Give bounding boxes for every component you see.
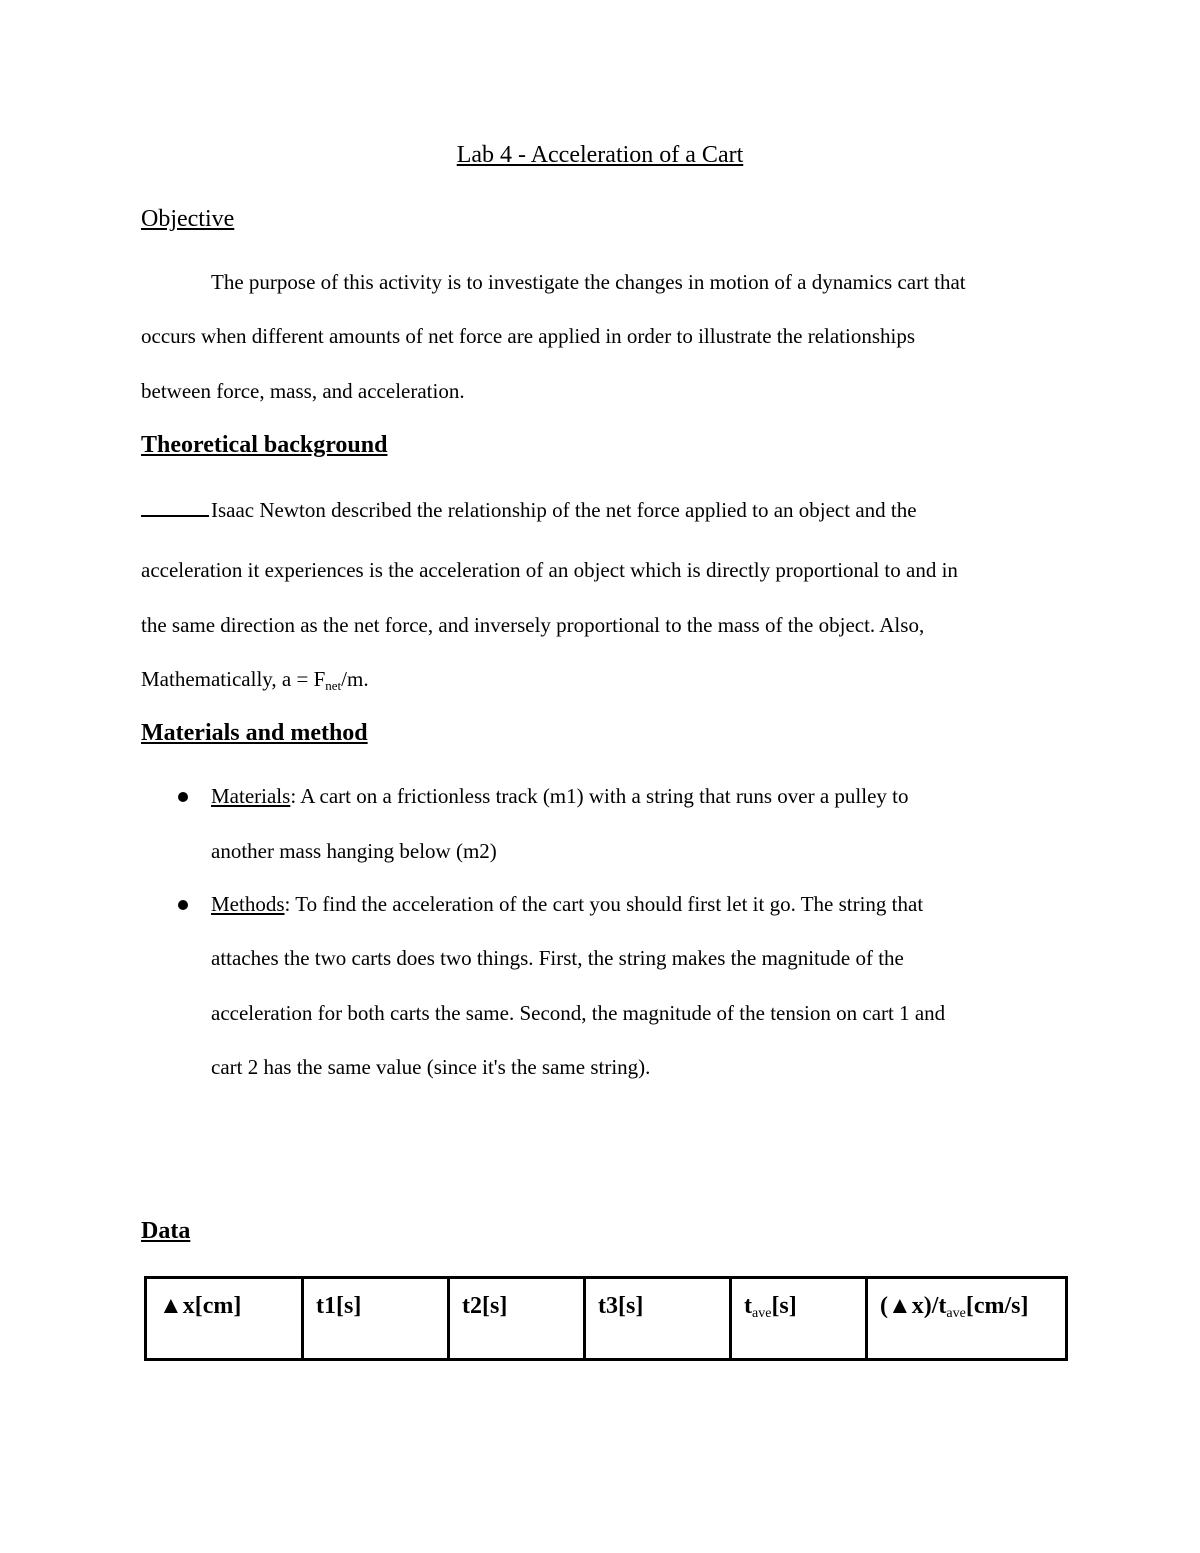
- objective-heading: Objective: [141, 206, 235, 232]
- theory-formula-line: Mathematically, $a = F_{net}/m$.: [141, 667, 369, 693]
- methods-line-3: acceleration for both carts the same. Second, the magnitude of the tension on cart 1 and: [211, 1001, 946, 1025]
- bullet-icon: [178, 900, 188, 910]
- data-table: [144, 1276, 1068, 1361]
- materials-heading: Materials and method: [141, 720, 368, 746]
- page-title: Lab 4 - Acceleration of a Cart: [456, 142, 744, 168]
- data-heading: Data: [141, 1218, 191, 1244]
- table-header-row: [146, 1278, 1067, 1360]
- column-header-t-ave: $t_{ave}[s]$: [731, 1278, 867, 1360]
- indent-blank: [141, 497, 209, 517]
- theory-line-2: acceleration it experiences is the acceleration of an object which is directly proportional to and in: [141, 558, 958, 582]
- column-header-t2: t2[s]: [449, 1278, 585, 1360]
- objective-line-3: between force, mass, and acceleration.: [141, 379, 465, 403]
- objective-line-2: occurs when different amounts of net force are applied in order to illustrate the relationships: [141, 324, 916, 348]
- methods-line-1: Methods: To find the acceleration of the cart you should first let it go. The string that: [211, 892, 924, 916]
- methods-line-4: cart 2 has the same value (since it's the same string).: [211, 1055, 651, 1079]
- theory-heading: Theoretical background: [141, 432, 388, 458]
- theory-line-3: the same direction as the net force, and inversely proportional to the mass of the object. Also,: [141, 613, 925, 637]
- column-header-displacement: ▲x[cm]: [146, 1278, 303, 1360]
- column-header-velocity: $(▲x)/t_{ave}[cm/s]$: [867, 1278, 1067, 1360]
- bullet-icon: [178, 792, 188, 802]
- materials-line-2: another mass hanging below (m2): [211, 839, 497, 863]
- theory-line-1: Isaac Newton described the relationship of the net force applied to an object and the: [141, 496, 917, 524]
- column-header-t1: t1[s]: [303, 1278, 449, 1360]
- column-header-t3: t3[s]: [585, 1278, 731, 1360]
- methods-line-2: attaches the two carts does two things. First, the string makes the magnitude of the: [211, 946, 904, 970]
- objective-line-1: The purpose of this activity is to investigate the changes in motion of a dynamics cart that: [211, 270, 966, 294]
- materials-line-1: Materials: A cart on a frictionless track (m1) with a string that runs over a pulley to: [211, 784, 909, 808]
